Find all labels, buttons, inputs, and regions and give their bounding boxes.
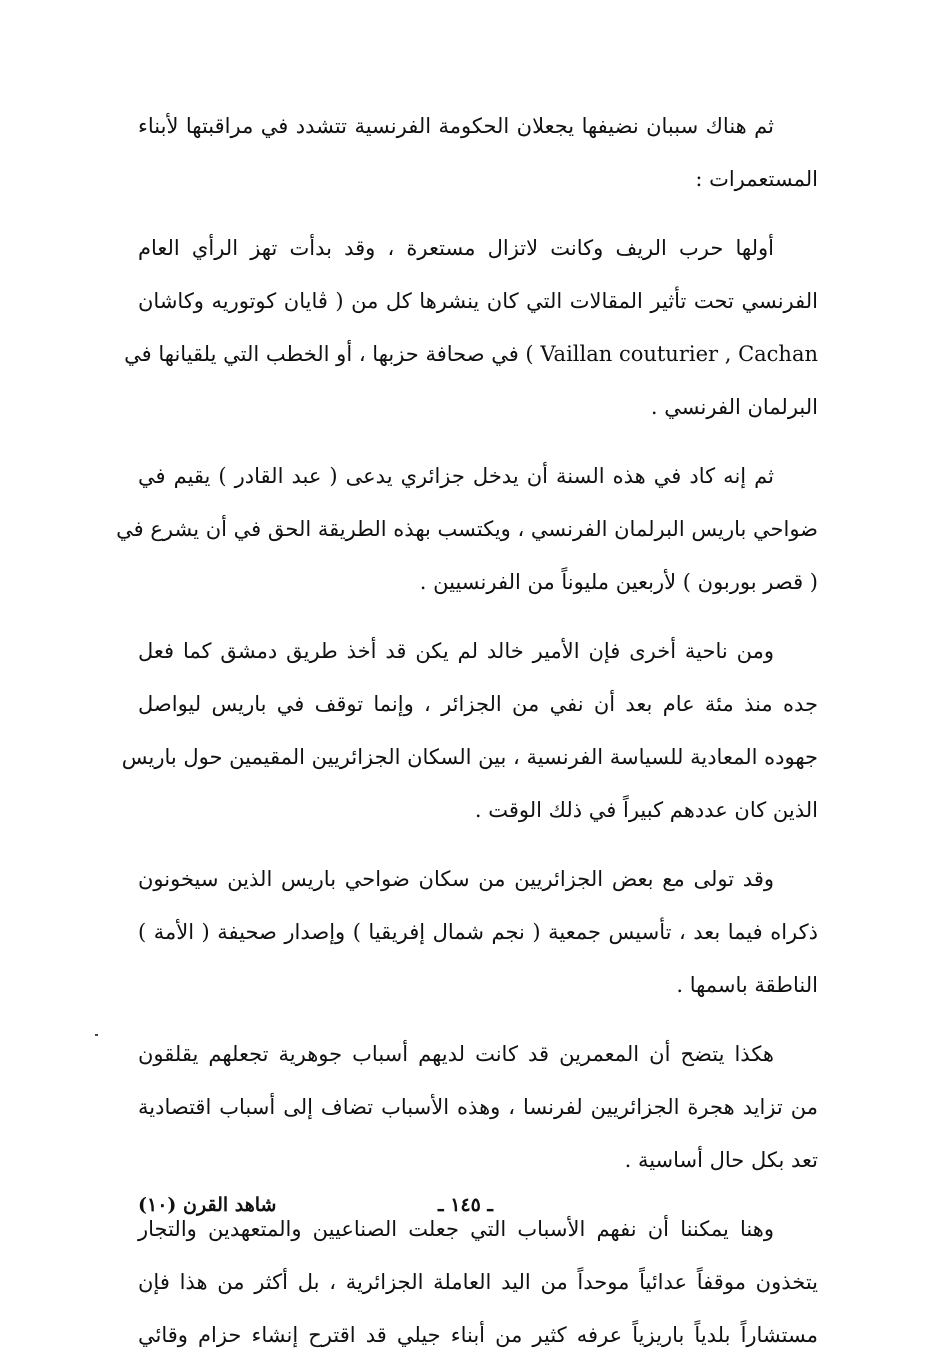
text-line: جده منذ مئة عام بعد أن نفي من الجزائر ، وإنما توقف في باريس ليواصل (138, 692, 818, 716)
paragraph-2 (124, 222, 818, 434)
text-line: هكذا يتضح أن المعمرين قد كانت لديهم أسباب جوهرية تجعلهم يقلقون (138, 1042, 774, 1066)
text-line: وقد تولى مع بعض الجزائريين من سكان ضواحي باريس الذين سيخونون (138, 867, 774, 891)
paragraph-7 (138, 1203, 818, 1362)
text-line: الفرنسي تحت تأثير المقالات التي كان ينشرها كل من ( ڤايان كوتوريه وكاشان (138, 289, 818, 313)
text-line: ومن ناحية أخرى فإن الأمير خالد لم يكن قد أخذ طريق دمشق كما فعل (138, 639, 774, 663)
text-line: Vaillan couturier , Cachan ) في صحافة حزبها ، أو الخطب التي يلقيانها في (124, 342, 818, 366)
text-line: يتخذون موقفاً عدائياً موحداً من اليد العاملة الجزائرية ، بل أكثر من هذا فإن (138, 1270, 818, 1294)
text-line: ثم هناك سببان نضيفها يجعلان الحكومة الفرنسية تتشدد في مراقبتها لأبناء (138, 114, 774, 138)
paragraph-4 (121, 625, 818, 837)
text-line: الذين كان عددهم كبيراً في ذلك الوقت . (474, 798, 818, 822)
book-title: شاهد القرن (١٠) (138, 1194, 277, 1216)
text-line: وهنا يمكننا أن نفهم الأسباب التي جعلت الصناعيين والمتعهدين والتجار (138, 1217, 774, 1241)
text-line: الناطقة باسمها . (676, 973, 818, 997)
margin-mark (95, 1034, 98, 1036)
text-line: مستشاراً بلدياً باريزياً عرفه كثير من أبناء جيلي قد اقترح إنشاء حزام وقائي (138, 1323, 818, 1347)
text-line: تعد بكل حال أساسية . (624, 1148, 818, 1172)
body-text (116, 100, 818, 1362)
text-line: ذكراه فيما بعد ، تأسيس جمعية ( نجم شمال إفريقيا ) وإصدار صحيفة ( الأمة ) (138, 920, 818, 944)
text-line: ( قصر بوربون ) لأربعين مليوناً من الفرنسيين . (419, 570, 818, 594)
text-line: ثم إنه كاد في هذه السنة أن يدخل جزائري يدعى ( عبد القادر ) يقيم في (138, 464, 774, 488)
text-line: جهوده المعادية للسياسة الفرنسية ، بين السكان الجزائريين المقيمين حول باريس (121, 745, 818, 769)
page-footer (138, 1194, 818, 1224)
text-line: أولها حرب الريف وكانت لاتزال مستعرة ، وقد بدأت تهز الرأي العام (138, 236, 774, 260)
text-line: البرلمان الفرنسي . (650, 395, 818, 419)
paragraph-3 (116, 450, 818, 609)
text-line: ضواحي باريس البرلمان الفرنسي ، ويكتسب بهذه الطريقة الحق في أن يشرع في (116, 517, 818, 541)
text-line: المستعمرات : (695, 167, 818, 191)
paragraph-5 (138, 853, 818, 1012)
page-number: ـ ١٤٥ ـ (438, 1194, 493, 1216)
paragraph-1 (138, 100, 818, 206)
text-line: من تزايد هجرة الجزائريين لفرنسا ، وهذه الأسباب تضاف إلى أسباب اقتصادية (138, 1095, 818, 1119)
paragraph-6 (138, 1028, 818, 1187)
